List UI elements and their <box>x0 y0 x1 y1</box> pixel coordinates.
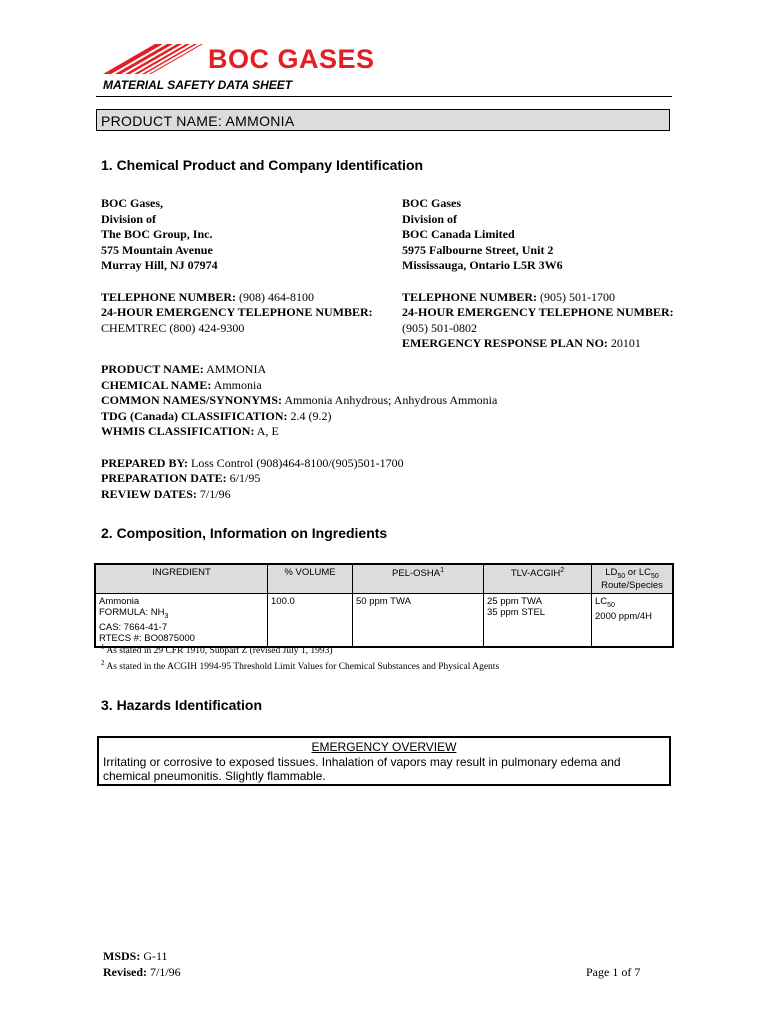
cell-pel: 50 ppm TWA <box>353 594 484 647</box>
footnote-1: $^1$ As stated in 29 CFR 1910, Subpart Z (revised July 1, 1993) <box>101 643 333 657</box>
ca-emergency-phone: (905) 501-0802 <box>402 320 477 335</box>
prepared-by-row: PREPARED BY: Loss Control (908)464-8100/(905)501-1700 <box>101 455 404 470</box>
table-row <box>95 594 673 647</box>
ca-phone: TELEPHONE NUMBER: (905) 501-1700 <box>402 289 616 304</box>
cell-ingredient: Ammonia FORMULA: $NH_3$ CAS: 7664-41-7 RTECS #: BO0875000 <box>95 594 268 647</box>
footnote-2: $^2$ As stated in the ACGIH 1994-95 Threshold Limit Values for Chemical Substances and Physical Agents <box>101 659 500 673</box>
footer-left <box>103 949 181 980</box>
document-title: MATERIAL SAFETY DATA SHEET <box>103 78 293 92</box>
product-name-box-text: PRODUCT NAME: AMMONIA <box>101 113 295 129</box>
footer-msds: MSDS: G-11 <box>103 949 168 963</box>
product-name-box <box>96 109 670 131</box>
boc-stripes-icon <box>103 44 203 74</box>
us-emergency-label: 24-HOUR EMERGENCY TELEPHONE NUMBER: <box>101 305 373 319</box>
us-address-line: Murray Hill, NJ 07974 <box>101 258 218 272</box>
page-number: Page 1 of 7 <box>586 965 641 979</box>
title-divider <box>96 96 672 97</box>
us-company-block <box>101 196 391 336</box>
ca-erp: EMERGENCY RESPONSE PLAN NO: 20101 <box>402 336 641 350</box>
emergency-overview-box <box>97 736 671 786</box>
logo-text: BOC GASES <box>208 44 375 74</box>
us-emergency-phone: CHEMTREC (800) 424-9300 <box>101 320 245 335</box>
section-3-heading: 3. Hazards Identification <box>101 697 263 713</box>
us-address-line: BOC Gases, <box>101 196 164 210</box>
ingredients-table <box>94 563 674 648</box>
chemical-name-row: CHEMICAL NAME: Ammonia <box>101 377 262 392</box>
whmis-row: WHMIS CLASSIFICATION: A, E <box>101 424 279 438</box>
header-volume: % VOLUME <box>268 564 353 594</box>
ca-address-line: BOC Canada Limited <box>402 227 515 241</box>
section-1-heading: 1. Chemical Product and Company Identification <box>101 157 424 173</box>
header-pel: PEL-OSHA$^1$ <box>353 564 484 594</box>
preparation-date-row: PREPARATION DATE: 6/1/95 <box>101 471 261 485</box>
ca-address-line: BOC Gases <box>402 196 462 210</box>
review-dates-row: REVIEW DATES: 7/1/96 <box>101 486 231 501</box>
header-ingredient: INGREDIENT <box>95 564 268 594</box>
tdg-row: TDG (Canada) CLASSIFICATION: 2.4 (9.2) <box>101 408 332 423</box>
ca-address-line: Mississauga, Ontario L5R 3W6 <box>402 258 563 272</box>
ca-emergency-label: 24-HOUR EMERGENCY TELEPHONE NUMBER: <box>402 305 674 319</box>
section-2-heading: 2. Composition, Information on Ingredients <box>101 525 388 541</box>
ca-address-line: Division of <box>402 211 458 226</box>
us-address-line: 575 Mountain Avenue <box>101 242 213 257</box>
table-header-row <box>95 564 673 594</box>
synonyms-row: COMMON NAMES/SYNONYMS: Ammonia Anhydrous; Anhydrous Ammonia <box>101 393 498 407</box>
footer-revised: Revised: 7/1/96 <box>103 964 181 979</box>
product-info-block <box>101 362 661 502</box>
emergency-overview-title: EMERGENCY OVERVIEW <box>311 740 457 754</box>
cell-ld-lc: $LC_{50}$ 2000 ppm/4H <box>592 594 674 647</box>
product-name-row: PRODUCT NAME: AMMONIA <box>101 362 267 376</box>
us-address-line: The BOC Group, Inc. <box>101 227 213 241</box>
header-tlv: TLV-ACGIH$^2$ <box>484 564 592 594</box>
us-phone: TELEPHONE NUMBER: (908) 464-8100 <box>101 289 315 304</box>
ca-company-block <box>402 196 692 352</box>
ca-address-line: 5975 Falbourne Street, Unit 2 <box>402 242 554 257</box>
cell-tlv: 25 ppm TWA 35 ppm STEL <box>484 594 592 647</box>
cell-volume: 100.0 <box>268 594 353 647</box>
header-ld-lc: $LD_{50}$ or $LC_{50}$ Route/Species <box>592 564 674 594</box>
emergency-overview-text: Irritating or corrosive to exposed tissues. Inhalation of vapors may result in pulmonary edema and chemical pneumonitis. Slightly flammable. <box>103 755 621 783</box>
boc-logo <box>103 44 403 74</box>
us-address-line: Division of <box>101 211 157 226</box>
